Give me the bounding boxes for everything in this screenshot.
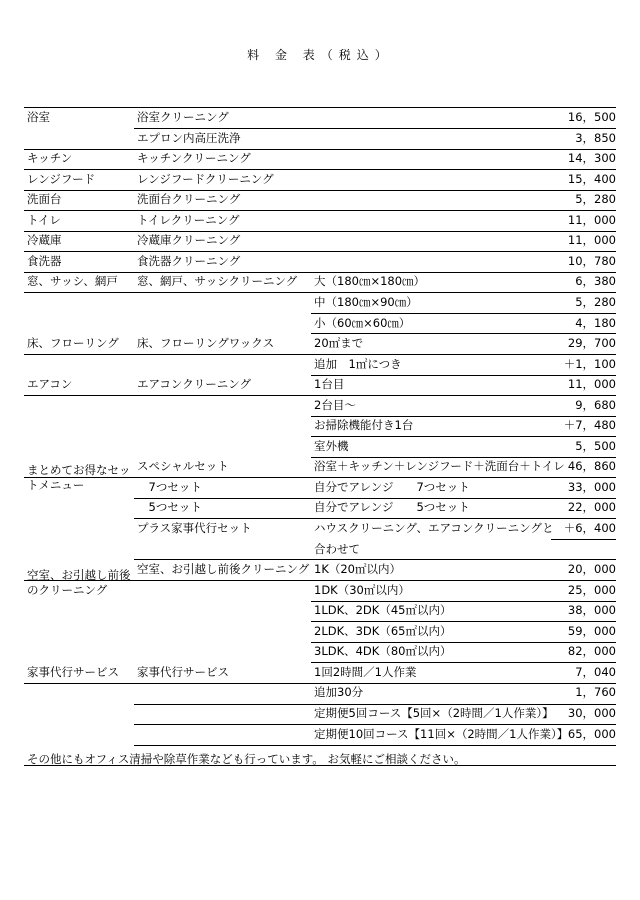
table-row [24,539,616,560]
table-cell-c3: 1DK（30㎡以内） [314,582,410,597]
table-cell-c1: 冷蔵庫 [27,233,62,248]
table-cell-c3: 大（180㎝×180㎝） [314,274,426,289]
row-divider [311,333,616,334]
table-row [24,641,616,662]
table-cell-c3: 2LDK、3DK（65㎡以内） [314,623,452,638]
table-cell-c3: 1K（20㎡以内） [314,562,401,577]
row-divider [134,745,616,746]
table-cell-c2: スペシャルセット [137,459,229,474]
table-cell-c2: エアコンクリーニング [137,377,251,392]
table-cell-c4: 9，680 [575,397,616,412]
table-cell-c3: 定期便5回コース【5回×（2時間／1人作業）】 [314,705,554,720]
table-cell-c4: 15，400 [567,171,616,186]
table-cell-c3: 1回2時間／1人作業 [314,664,417,679]
row-divider [311,313,616,314]
table-cell-c4: 20，000 [567,562,616,577]
table-row [24,333,616,354]
table-cell-c4: 7，040 [575,664,616,679]
table-row [24,518,616,539]
table-row [24,148,616,169]
table-cell-c1: 食洗器 [27,253,62,268]
footer-note: その他にもオフィス清掃や除草作業なども行っています。 お気軽にご相談ください。 [27,752,466,766]
table-cell-c1: 浴室 [27,110,50,124]
table-row [24,292,616,313]
table-row [24,189,616,210]
table-cell-c2: 床、フローリングワックス [137,336,275,351]
table-cell-c3: 自分でアレンジ 7つセット [314,479,470,494]
table-cell-c4: 22，000 [567,500,616,515]
table-row [24,497,616,518]
table-cell-c3: 追加 1㎡につき [314,356,402,371]
table-row [24,313,616,334]
table-row [24,415,616,436]
table-cell-c2: プラス家事代行セット [137,521,252,535]
row-divider [24,292,616,293]
table-cell-c4: 5，280 [575,294,616,309]
table-cell-c3: 自分でアレンジ 5つセット [314,500,470,515]
table-cell-c2: エプロン内高圧洗浄 [137,130,241,145]
row-divider [311,621,616,622]
table-cell-c4: 11，000 [567,212,616,227]
table-cell-c3: 20㎡まで [314,336,364,351]
row-divider [24,683,616,684]
row-divider [24,169,616,170]
table-cell-c3: 1台目 [314,377,345,392]
table-cell-c2: レンジフードクリーニング [137,171,274,186]
table-cell-c1: レンジフード [27,171,96,186]
table-cell-c4: 11，000 [567,233,616,248]
row-divider [24,231,616,232]
row-divider [311,375,616,376]
group-label-move-cleaning [27,568,131,598]
row-divider [24,190,616,191]
table-cell-c2: 浴室クリーニング [137,110,229,124]
table-cell-c3: 追加30分 [314,685,364,700]
row-divider [134,498,616,499]
table-row [24,395,616,416]
table-cell-c1: 洗面台 [27,192,62,207]
table-cell-c1: エアコン [27,377,73,392]
table-cell-c1: 床、フローリング [27,336,119,351]
table-cell-c2: キッチンクリーニング [137,151,251,166]
row-divider [24,272,616,273]
table-cell-c4: 6，380 [575,274,616,289]
row-divider [134,128,616,129]
table-cell-c3: 1LDK、2DK（45㎡以内） [314,603,452,618]
table-cell-c4: 65，000 [567,726,616,741]
table-cell-c2: 窓、網戸、サッシクリーニング [137,274,298,289]
row-divider [311,457,616,458]
group-label-line: 空室、お引越し前後 [27,568,131,582]
table-row [24,271,616,292]
table-row [24,374,616,395]
row-divider [24,149,616,150]
table-cell-c2: 5つセット [137,500,202,515]
table-cell-c4: 11，000 [567,377,616,392]
table-cell-c3: 定期便10回コース【11回×（2時間／1人作業）】 [314,726,569,741]
row-divider [134,518,616,519]
table-row [24,230,616,251]
table-cell-c3: 小（60㎝×60㎝） [314,315,411,330]
row-divider [24,251,616,252]
table-cell-c4: 25，000 [567,582,616,597]
group-label-set-menu [27,463,131,493]
table-cell-c1: 窓、サッシ、網戸 [27,274,118,289]
table-cell-c1: キッチン [27,151,73,166]
row-divider [24,395,616,396]
table-cell-c4: 38，000 [567,603,616,618]
table-row [24,128,616,149]
table-cell-c4: 3，850 [575,130,616,145]
table-cell-c4: 16，500 [567,110,616,124]
row-divider [311,436,616,437]
table-cell-c2: トイレクリーニング [137,212,240,227]
table-cell-c4: 29，700 [567,336,616,351]
table-row [24,682,616,703]
row-divider [134,704,616,705]
table-row [24,703,616,724]
row-divider [311,642,616,643]
table-cell-c3: 3LDK、4DK（80㎡以内） [314,644,452,659]
table-cell-c2: 冷蔵庫クリーニング [137,233,241,248]
table-cell-c3: 浴室＋キッチン＋レンジフード＋洗面台＋トイレ [314,459,565,474]
table-row [24,436,616,457]
row-divider [134,724,616,725]
table-cell-c2: 洗面台クリーニング [137,192,241,207]
table-cell-c4: ＋7，480 [563,418,616,433]
table-cell-c3: ハウスクリーニング、エアコンクリーニングと [314,521,554,535]
table-cell-c4: 82，000 [567,644,616,659]
row-divider [134,559,616,560]
table-cell-c4: 5，500 [575,438,616,453]
group-label-line: まとめてお得なセッ [27,463,131,477]
table-cell-c4: 46，860 [567,459,616,474]
table-row [24,354,616,375]
table-cell-c3: 中（180㎝×90㎝） [314,294,418,309]
table-row [24,107,616,128]
row-divider [24,210,616,211]
table-cell-c1: 家事代行サービス [27,664,119,679]
table-cell-c2: 空室、お引越し前後クリーニング [137,562,310,577]
row-divider [551,539,616,540]
table-cell-c3: お掃除機能付き1台 [314,418,414,433]
table-cell-c4: 5，280 [575,192,616,207]
table-cell-c3: 合わせて [314,541,360,556]
table-row [24,662,616,683]
table-cell-c4: 14，300 [567,151,616,166]
table-cell-c2: 7つセット [137,479,202,494]
table-cell-c4: 30，000 [567,705,616,720]
table-row [24,621,616,642]
table-cell-c4: 4，180 [575,315,616,330]
table-cell-c4: 10，780 [567,253,616,268]
row-divider [311,601,616,602]
table-cell-c2: 家事代行サービス [137,664,229,679]
table-cell-c3: 室外機 [314,438,349,453]
row-divider [24,354,616,355]
table-cell-c1: トイレ [27,212,61,227]
group-label-line: のクリーニング [27,583,108,597]
row-divider [311,416,616,417]
table-row [24,210,616,231]
table-cell-c4: 59，000 [567,623,616,638]
table-cell-c4: 1，760 [575,685,616,700]
group-label-line: トメニュー [27,478,85,492]
table-row [24,724,616,745]
table-cell-c4: ＋1，100 [563,356,616,371]
row-divider [311,662,616,663]
table-cell-c3: 2台目～ [314,397,356,412]
table-row [24,169,616,190]
page-title: 料 金 表（税込） [247,48,393,62]
table-cell-c4: ＋6，400 [563,521,616,535]
table-row [24,251,616,272]
table-row [24,600,616,621]
table-cell-c4: 33，000 [567,479,616,494]
table-cell-c2: 食洗器クリーニング [137,253,241,268]
row-divider [24,107,616,108]
